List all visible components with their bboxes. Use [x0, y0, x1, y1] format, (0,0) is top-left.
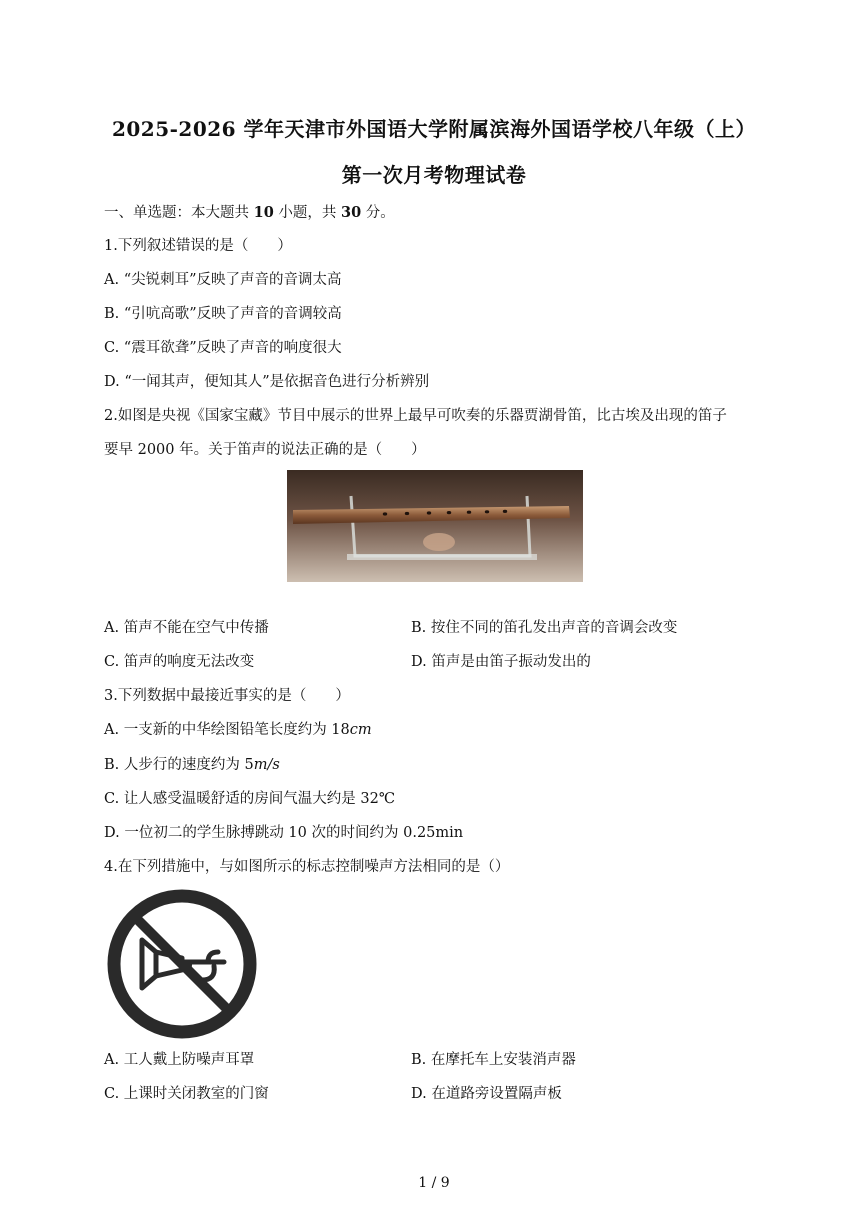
no-horn-sign-icon	[104, 886, 260, 1042]
q4-option-b: B. 在摩托车上安装消声器	[411, 1052, 576, 1068]
q3-option-c: C. 让人感受温暖舒适的房间气温大约是 32℃	[104, 791, 396, 807]
q1-option-a: A. “尖锐刺耳”反映了声音的音调太高	[104, 272, 342, 288]
q2-stem-line2: 要早 2000 年。关于笛声的说法正确的是（ ）	[104, 442, 426, 458]
q3-option-d: D. 一位初二的学生脉搏跳动 10 次的时间约为 0.25min	[104, 825, 464, 841]
q4-option-c: C. 上课时关闭教室的门窗	[104, 1086, 269, 1102]
q1-option-d: D. “一闻其声，便知其人”是依据音色进行分析辨别	[104, 374, 430, 390]
q4-option-d: D. 在道路旁设置隔声板	[411, 1086, 562, 1102]
q1-stem: 1.下列叙述错误的是（ ）	[104, 238, 292, 254]
q2-option-d: D. 笛声是由笛子振动发出的	[411, 654, 591, 670]
exam-title-line2: 第一次月考物理试卷	[341, 163, 527, 187]
q4-option-a: A. 工人戴上防噪声耳罩	[104, 1052, 255, 1068]
q2-stem-line1: 2.如图是央视《国家宝藏》节目中展示的世界上最早可吹奏的乐器贾湖骨笛，比古埃及出现的笛子	[104, 408, 727, 424]
q3-stem: 3.下列数据中最接近事实的是（ ）	[104, 688, 350, 704]
q4-stem: 4.在下列措施中，与如图所示的标志控制噪声方法相同的是（）	[104, 859, 510, 875]
q1-option-b: B. “引吭高歌”反映了声音的音调较高	[104, 306, 342, 322]
q3-option-b: B. 人步行的速度约为 5m/s	[104, 757, 280, 773]
q3-option-a: A. 一支新的中华绘图铅笔长度约为 18cm	[104, 722, 372, 738]
q2-option-c: C. 笛声的响度无法改变	[104, 654, 255, 670]
bone-flute-photo	[287, 470, 583, 582]
q2-option-a: A. 笛声不能在空气中传播	[104, 620, 269, 636]
q1-option-c: C. “震耳欲聋”反映了声音的响度很大	[104, 340, 342, 356]
section-heading: 一、单选题：本大题共 10 小题，共 30 分。	[104, 204, 395, 221]
exam-title-line1: 2025-2026 学年天津市外国语大学附属滨海外国语学校八年级（上）	[111, 117, 757, 141]
q2-option-b: B. 按住不同的笛孔发出声音的音调会改变	[411, 620, 678, 636]
page-number: 1 / 9	[418, 1175, 450, 1191]
